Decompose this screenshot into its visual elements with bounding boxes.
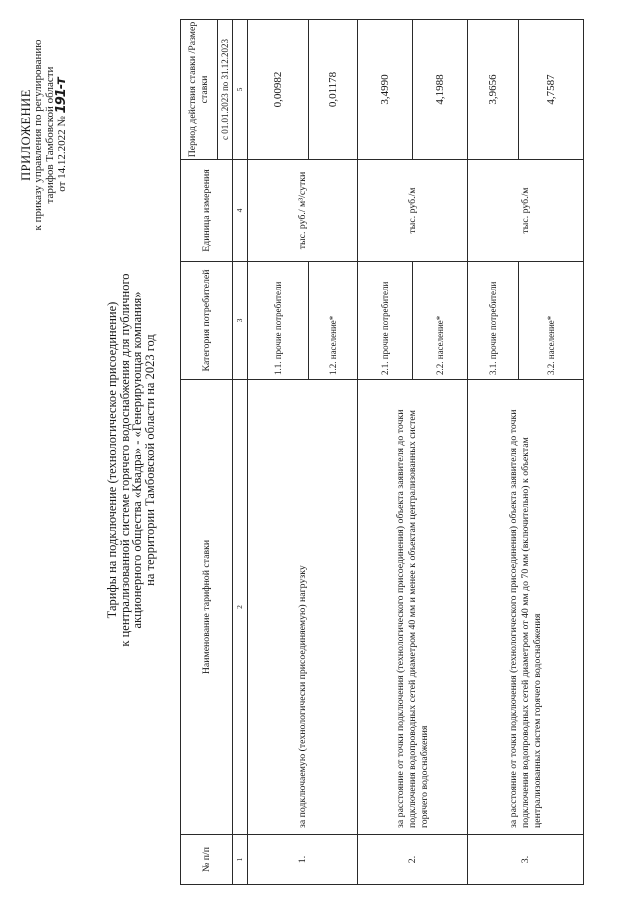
table-row bbox=[358, 20, 413, 885]
row-num: 2. bbox=[358, 835, 468, 885]
appendix-line-3 bbox=[56, 15, 68, 255]
header-category: Категория потребителей bbox=[181, 262, 233, 380]
rate-value: 3,9656 bbox=[468, 20, 519, 160]
header-name: Наименование тарифной ставки bbox=[181, 380, 233, 835]
appendix-date-number: от 14.12.2022 № bbox=[56, 116, 68, 192]
appendix-line-2: тарифов Тамбовской области bbox=[44, 66, 56, 204]
row-num: 3. bbox=[468, 835, 584, 885]
header-period-range: с 01.01.2023 по 31.12.2023 bbox=[218, 20, 233, 160]
rate-name: за расстояние от точки подключения (технологического присоединения) объекта заявителя до точки подключения водопроводных сетей диаметром 40 мм и менее к объектам централизованных систем горячего водоснабжения bbox=[358, 380, 468, 835]
tariff-table bbox=[180, 19, 584, 885]
row-num: 1. bbox=[248, 835, 358, 885]
handwritten-order-number: 191-т bbox=[54, 78, 69, 114]
unit-of-measure: тыс. руб./м bbox=[468, 160, 584, 262]
document-title-line-4: на территории Тамбовской области на 2023 год bbox=[142, 334, 157, 586]
header-unit: Единица измерения bbox=[181, 160, 233, 262]
consumer-category: 1.1. прочие потребители bbox=[248, 262, 309, 380]
column-numbers-row bbox=[233, 20, 248, 885]
header-row bbox=[181, 20, 218, 885]
unit-of-measure: тыс. руб./м bbox=[358, 160, 468, 262]
unit-of-measure: тыс. руб./ м³/сутки bbox=[248, 160, 358, 262]
rate-name: за подключаемую (технологически присоединяемую) нагрузку bbox=[248, 380, 358, 835]
appendix-title: ПРИЛОЖЕНИЕ bbox=[19, 89, 33, 181]
document-title-line-3: акционерного общества «Квадра» - «Генерирующая компания» bbox=[130, 291, 144, 629]
document-title-line-2: к централизованной системе горячего водоснабжения для публичного bbox=[117, 273, 132, 647]
rate-value: 0,00982 bbox=[248, 20, 309, 160]
col-number: 2 bbox=[233, 380, 248, 835]
appendix-block bbox=[20, 15, 68, 255]
col-number: 4 bbox=[233, 160, 248, 262]
document-title-line-1: Тарифы на подключение (технологическое присоединение) bbox=[105, 301, 119, 619]
consumer-category: 2.2. население* bbox=[413, 262, 468, 380]
document-title bbox=[106, 140, 156, 780]
header-period-title: Период действия ставки /Размер ставки bbox=[181, 20, 218, 160]
header-num: № п/п bbox=[181, 835, 233, 885]
col-number: 3 bbox=[233, 262, 248, 380]
col-number: 1 bbox=[233, 835, 248, 885]
consumer-category: 2.1. прочие потребители bbox=[358, 262, 413, 380]
col-number: 5 bbox=[233, 20, 248, 160]
rate-value: 0,01178 bbox=[309, 20, 358, 160]
consumer-category: 3.2. население* bbox=[519, 262, 584, 380]
rate-value: 3,4990 bbox=[358, 20, 413, 160]
table-row bbox=[248, 20, 309, 885]
table-row bbox=[468, 20, 519, 885]
consumer-category: 3.1. прочие потребители bbox=[468, 262, 519, 380]
rate-value: 4,1988 bbox=[413, 20, 468, 160]
appendix-line-1: к приказу управления по регулированию bbox=[32, 39, 44, 231]
consumer-category: 1.2. население* bbox=[309, 262, 358, 380]
rate-name: за расстояние от точки подключения (технологического присоединения) объекта заявителя до точки подключения водопроводных сетей диаметром от 40 мм до 70 мм (включительно) к объектам централизованных систем горячего водоснабжения bbox=[468, 380, 584, 835]
rate-value: 4,7587 bbox=[519, 20, 584, 160]
